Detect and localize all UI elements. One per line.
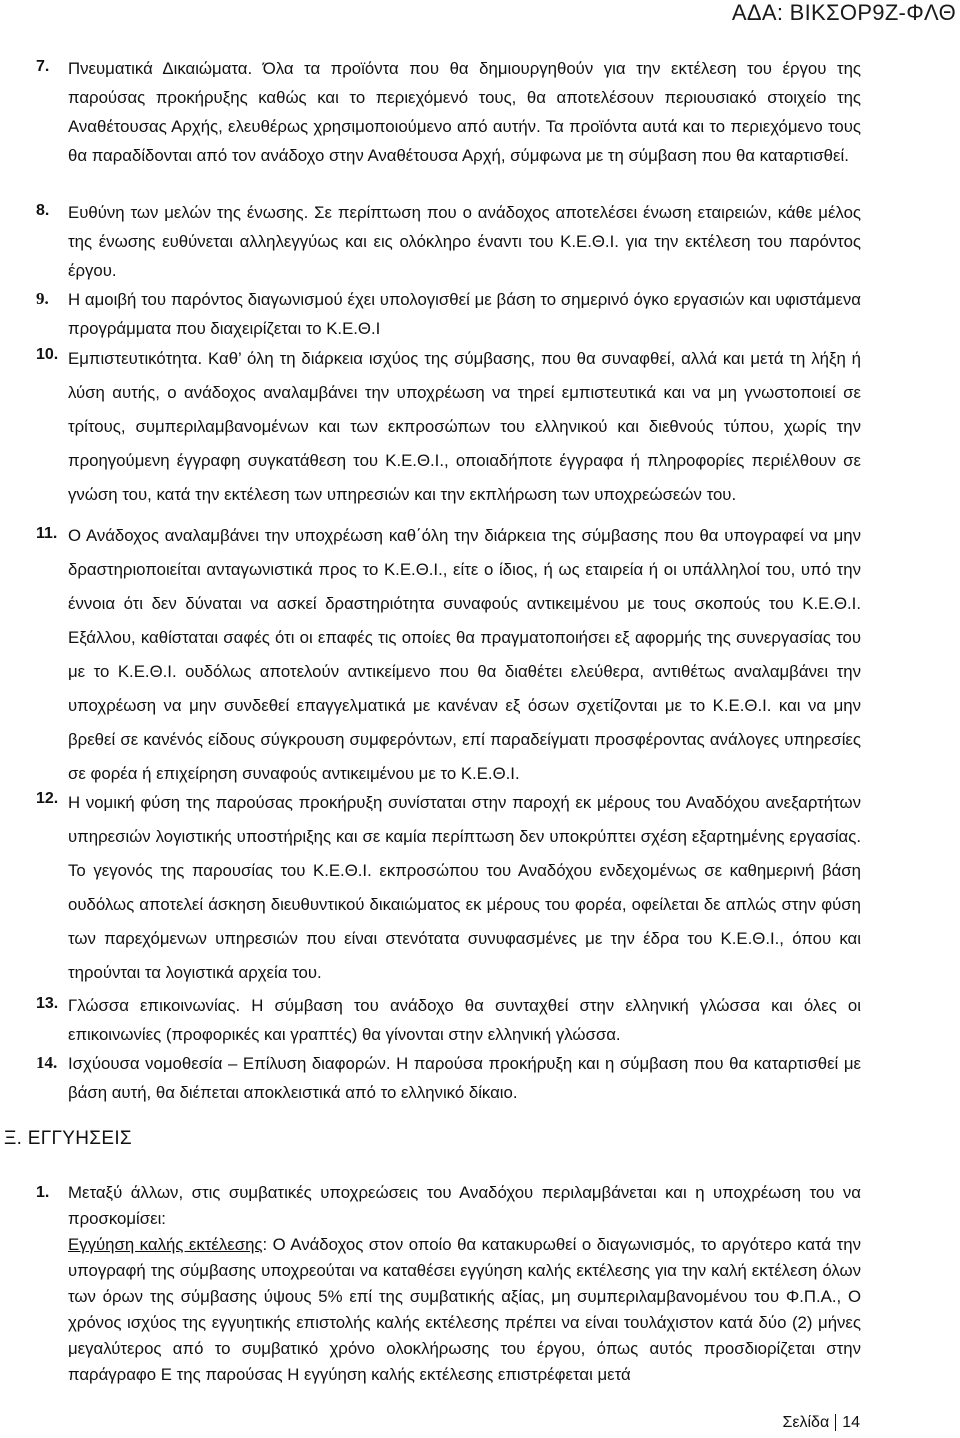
clause-number: 14. <box>36 1053 58 1072</box>
clause-title: Πνευματικά Δικαιώματα. <box>68 59 253 78</box>
clause-number: 11. <box>36 525 58 542</box>
clause-text: Η νομική φύση της παρούσας προκήρυξη συνίσταται στην παροχή εκ μέρους του Αναδόχου ανεξαρτήτων υπηρεσιών λογιστικής υποστήριξης και σε καμία περίπτωση δεν υποκρύπτει σχέση εξαρτημένης εργασίας. Το γεγονός της παρουσίας του Κ.Ε.Θ.Ι. εκπροσώπου του Αναδόχου ενδεχομένως σε καθημερινή βάση ουδόλως αποτελεί άσκηση διευθυντικού δικαιώματος εκ μέρους του φορέα, οφείλεται δε απλώς στην φύση των παρεχόμενων υπηρεσιών που είναι στενότατα συνυφασμένες με την έδρα του Κ.Ε.Θ.Ι., όπου και τηρούνται τα λογιστικά αρχεία του. <box>68 793 861 982</box>
clause-text: Η παρούσα προκήρυξη και η σύμβαση που θα καταρτισθεί με βάση αυτή, θα διέπεται αποκλειστικά από το ελληνικό δίκαιο. <box>68 1054 861 1102</box>
guarantee-intro: Μεταξύ άλλων, στις συμβατικές υποχρεώσεις του Αναδόχου περιλαμβάνεται και η υποχρέωση του να προσκομίσει: <box>68 1183 861 1228</box>
clause-title: Εμπιστευτικότητα. <box>68 349 203 368</box>
clause-number: 10. <box>36 346 59 363</box>
page-label: Σελίδα <box>782 1414 830 1431</box>
clause-body <box>68 519 861 791</box>
clause-number: 12. <box>36 790 59 807</box>
clause-number: 9. <box>36 289 49 308</box>
clause-body <box>68 1049 861 1107</box>
page-footer <box>782 1414 860 1432</box>
clause-number: 8. <box>36 202 50 219</box>
footer-divider <box>835 1414 836 1431</box>
clause-body <box>68 198 861 285</box>
page-number: 14 <box>842 1414 860 1431</box>
clause-text: Σε περίπτωση που ο ανάδοχος αποτελέσει ένωση εταιρειών, κάθε μέλος της ένωσης ευθύνεται αλληλεγγύως και εις ολόκληρο έναντι του Κ.Ε.Θ.Ι. για την εκτέλεση του παρόντος έργου. <box>68 203 861 280</box>
clause-text: Όλα τα προϊόντα που θα δημιουργηθούν για την εκτέλεση του έργου της παρούσας προκήρυξης καθώς και το περιεχόμενό τους, θα αποτελέσουν περιουσιακό στοιχείο της Αναθέτουσας Αρχής, ελευθέρως χρησιμοποιούμενο από αυτήν. Τα προϊόντα αυτά και το περιεχόμενο τους θα παραδίδονται από τον ανάδοχο στην Αναθέτουσα Αρχή, σύμφωνα με τη σύμβαση που θα καταρτισθεί. <box>68 59 861 165</box>
section-title: Ξ. ΕΓΓΥΗΣΕΙΣ <box>4 1128 132 1149</box>
clause-body <box>68 1180 861 1388</box>
clause-title: Ισχύουσα νομοθεσία – Επίλυση διαφορών. <box>68 1054 391 1073</box>
clause-number: 7. <box>36 58 50 75</box>
clause-body <box>68 991 861 1049</box>
clause-body <box>68 786 861 990</box>
ada-code: ΑΔΑ: ΒΙΚΣΟΡ9Ζ-ΦΛΘ <box>731 0 956 25</box>
clause-number: 13. <box>36 995 59 1012</box>
clause-body <box>68 342 861 512</box>
clause-text: Η σύμβαση του ανάδοχο θα συνταχθεί στην ελληνική γλώσσα και όλες οι επικοινωνίες (προφορικές και γραπτές) θα γίνονται στην ελληνική γλώσσα. <box>68 996 861 1044</box>
clause-number: 1. <box>36 1184 50 1201</box>
clause-body <box>68 54 861 170</box>
guarantee-paragraph <box>68 1232 861 1388</box>
clause-body <box>68 285 861 343</box>
clause-title: Γλώσσα επικοινωνίας. <box>68 996 241 1015</box>
guarantee-subtitle: Εγγύηση καλής εκτέλεσης <box>68 1235 263 1254</box>
clause-text: Καθ’ όλη τη διάρκεια ισχύος της σύμβασης, που θα συναφθεί, αλλά και μετά τη λήξη ή λύση αυτής, ο ανάδοχος αναλαμβάνει την υποχρέωση να τηρεί εμπιστευτικά και να μη γνωστοποιεί σε τρίτους, συμπεριλαμβανομένων και των εκπροσώπων του ελληνικού και διεθνούς τύπου, χωρίς την προηγούμενη έγγραφη συγκατάθεση του Κ.Ε.Θ.Ι., οποιαδήποτε έγγραφα ή πληροφορίες περιέλθουν σε γνώση του, κατά την εκτέλεση των υπηρεσιών και την εκπλήρωση των υποχρεώσεών του. <box>68 349 861 504</box>
clause-text: Ο Ανάδοχος αναλαμβάνει την υποχρέωση καθ΄όλη την διάρκεια της σύμβασης που θα υπογραφεί να μην δραστηριοποιείται ανταγωνιστικά προς το Κ.Ε.Θ.Ι., είτε ο ίδιος, ή ως εταιρεία ή οι υπάλληλοί του, υπό την έννοια ότι δεν δύναται να ασκεί δραστηριότητα συναφούς αντικειμένου με τους σκοπούς του Κ.Ε.Θ.Ι. Εξάλλου, καθίσταται σαφές ότι οι επαφές τις οποίες θα πραγματοποιήσει εξ αφορμής της συνεργασίας του με το Κ.Ε.Θ.Ι. ουδόλως αποτελούν αντικείμενο που θα διαθέτει ελεύθερα, αντιθέτως αναλαμβάνει την υποχρέωση να μην συνδεθεί επαγγελματικά με κανέναν εξ όσων σχετίζονται με το Κ.Ε.Θ.Ι. και να μην βρεθεί σε κανένός είδους σύγκρουση συμφερόντων, επί παραδείγματι προσφέροντας ανάλογες υπηρεσίες σε φορέα ή επιχείρηση συναφούς αντικειμένου με το Κ.Ε.Θ.Ι. <box>68 526 861 783</box>
clause-text: Η αμοιβή του παρόντος διαγωνισμού έχει υπολογισθεί με βάση το σημερινό όγκο εργασιών και υφιστάμενα προγράμματα που διαχειρίζεται το Κ.Ε.Θ.Ι <box>68 290 861 338</box>
guarantee-text: : Ο Ανάδοχος στον οποίο θα κατακυρωθεί ο διαγωνισμός, το αργότερο κατά την υπογραφή της σύμβασης υποχρεούται να καταθέσει εγγύηση καλής εκτέλεσης για την καλή εκτέλεση όλων των όρων της σύμβασης ύψους 5% επί της συμβατικής αξίας, μη συμπεριλαμβανομένου του Φ.Π.Α., Ο χρόνος ισχύος της εγγυητικής επιστολής καλής εκτέλεσης πρέπει να είναι τουλάχιστον κατά δύο (2) μήνες μεγαλύτερος από το συμβατικό χρόνο ολοκλήρωσης του έργου, όπως αυτός προσδιορίζεται στην παράγραφο Ε της παρούσας Η εγγύηση καλής εκτέλεσης επιστρέφεται μετά <box>68 1235 861 1384</box>
clause-title: Ευθύνη των μελών της ένωσης. <box>68 203 309 222</box>
